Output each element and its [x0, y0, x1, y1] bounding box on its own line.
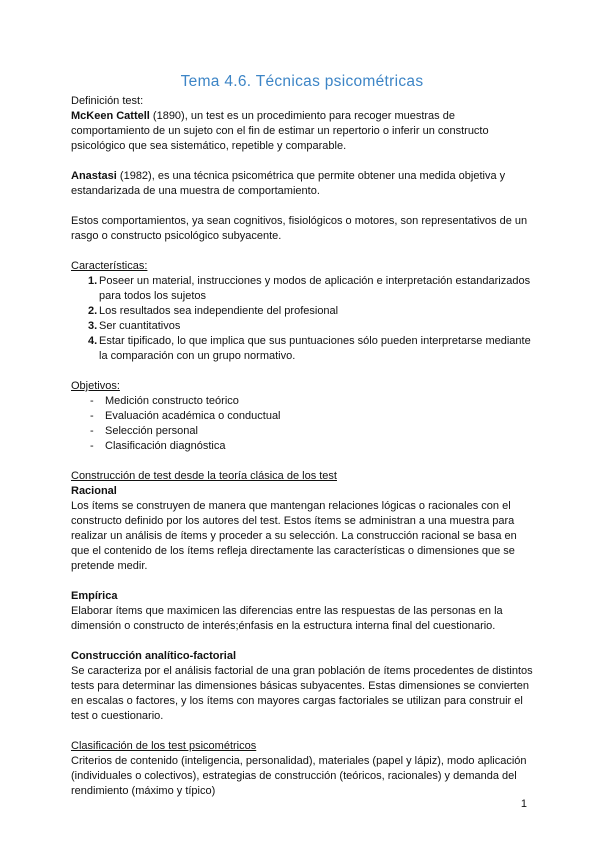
list-marker: -: [90, 410, 94, 422]
list-item: [71, 409, 533, 424]
list-item: [71, 304, 533, 319]
list-item: [71, 274, 533, 304]
list-marker: -: [90, 395, 94, 407]
factorial-heading: Construcción analítico-factorial: [71, 650, 237, 662]
list-item: [71, 424, 533, 439]
characteristics-list: [71, 274, 533, 364]
anastasi-name: Anastasi: [71, 170, 117, 182]
list-item: [71, 394, 533, 409]
characteristics-heading: Características:: [71, 260, 148, 272]
list-marker: 2.: [88, 305, 98, 317]
empirical-heading: Empírica: [71, 590, 118, 602]
anastasi-text: (1982), es una técnica psicométrica que permite obtener una medida objetiva y estandarizada de una muestra de comportamiento.: [71, 170, 506, 197]
rational-text: Los ítems se construyen de manera que mantengan relaciones lógicas o racionales con el constructo definido por los autores del test. Estos ítems se administran a una muestra para realizar un análisis de ítems y proceder a su selección. La construcción racional se basa en que el contenido de los ítems refleja directamente las características o dimensiones que se pretende medir.: [71, 500, 517, 572]
behaviors-paragraph: Estos comportamientos, ya sean cognitivos, fisiológicos o motores, son representativos de un rasgo o constructo psicológico subyacente.: [71, 215, 528, 242]
classification-heading: Clasificación de los test psicométricos: [71, 740, 257, 752]
page-number: 1: [520, 798, 527, 810]
list-item-text: Clasificación diagnóstica: [105, 440, 226, 452]
classification-text: Criterios de contenido (inteligencia, personalidad), materiales (papel y lápiz), modo aplicación (individuales o colectivos), estrategias de construcción (teóricos, racionales) y demanda del rendimiento (máximo y típico): [71, 755, 527, 797]
list-marker: -: [90, 425, 94, 437]
list-item-text: Selección personal: [105, 425, 198, 437]
construction-heading: Construcción de test desde la teoría clásica de los test: [71, 470, 337, 482]
list-marker: 4.: [88, 335, 98, 347]
definition-heading: Definición test:: [71, 95, 144, 107]
list-item: [71, 319, 533, 334]
list-item-text: Poseer un material, instrucciones y modos de aplicación e interpretación estandarizados para todos los sujetos: [99, 275, 531, 302]
objectives-list: [71, 394, 533, 454]
document-page: [71, 72, 533, 799]
list-marker: 1.: [88, 275, 98, 287]
list-item: [71, 334, 533, 364]
list-marker: 3.: [88, 320, 98, 332]
list-item-text: Estar tipificado, lo que implica que sus puntuaciones sólo pueden interpretarse mediante la comparación con un grupo normativo.: [99, 335, 531, 362]
list-item-text: Medición constructo teórico: [105, 395, 239, 407]
objectives-heading: Objetivos:: [71, 380, 120, 392]
factorial-text: Se caracteriza por el análisis factorial de una gran población de ítems procedentes de distintos tests para determinar las dimensiones básicas subyacentes. Estas dimensiones se convierten en escalas o factores, y los ítems con mayores cargas factoriales se utilizan para construir el test o cuestionario.: [71, 665, 533, 722]
cattell-name: McKeen Cattell: [71, 110, 150, 122]
list-item: [71, 439, 533, 454]
list-item-text: Evaluación académica o conductual: [105, 410, 281, 422]
rational-heading: Racional: [71, 485, 117, 497]
list-item-text: Ser cuantitativos: [99, 320, 181, 332]
list-marker: -: [90, 440, 94, 452]
empirical-text: Elaborar ítems que maximicen las diferencias entre las respuestas de las personas en la dimensión o constructo de interés;énfasis en la estructura interna final del cuestionario.: [71, 605, 503, 632]
page-title: Tema 4.6. Técnicas psicométricas: [180, 73, 424, 90]
list-item-text: Los resultados sea independiente del profesional: [99, 305, 339, 317]
cattell-text: (1890), un test es un procedimiento para recoger muestras de comportamiento de un sujeto con el fin de estimar un repertorio o inferir un constructo psicológico que sea sistemático, repetible y comparable.: [71, 110, 489, 152]
anastasi-paragraph: [71, 169, 533, 199]
cattell-paragraph: [71, 109, 533, 154]
